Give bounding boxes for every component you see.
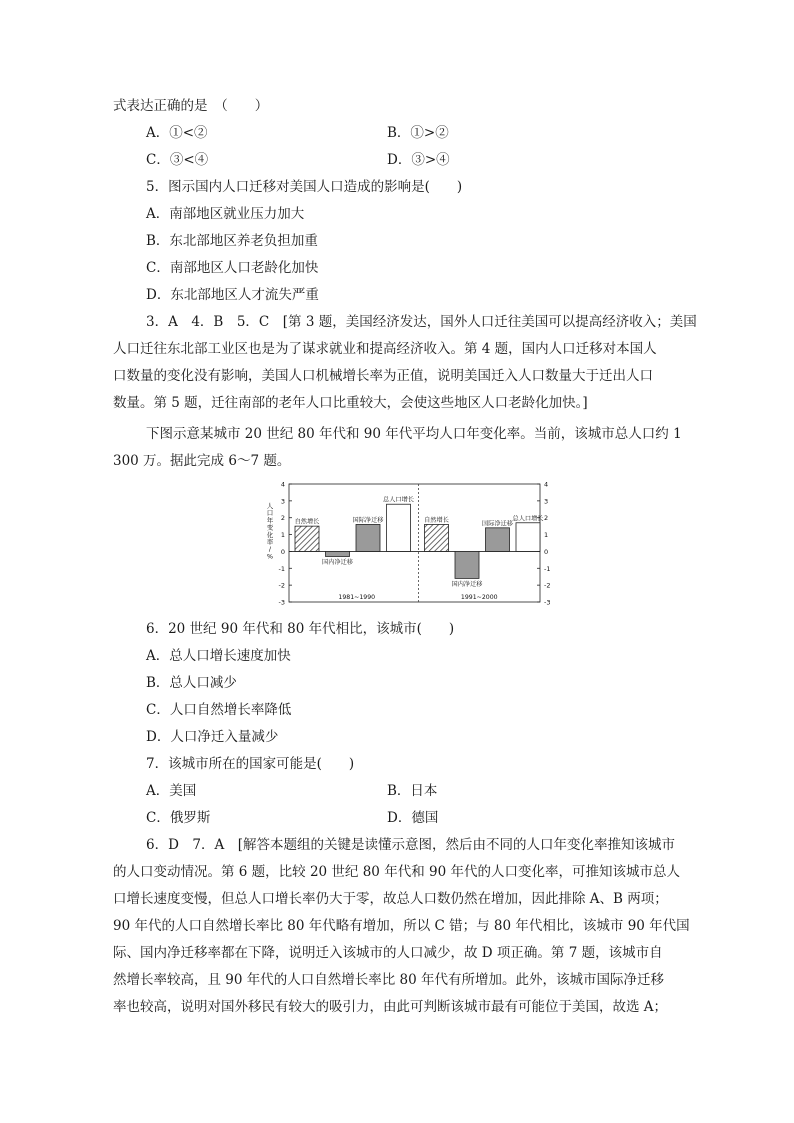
q6-option-c: C．人口自然增长率降低: [146, 702, 292, 718]
q6-option-a: A．总人口增长速度加快: [146, 648, 291, 664]
y-axis-label: 人口年变化率/ %: [266, 502, 274, 561]
answer-6-7-line: 的人口变动情况。第 6 题，比较 20 世纪 80 年代和 90 年代的人口变化率，可推知该城市总人: [113, 864, 680, 880]
y-tick-label-right: 0: [544, 547, 549, 556]
y-tick-label-left: -1: [278, 564, 285, 573]
bar-label: 国际净迁移: [352, 516, 384, 524]
population-change-chart: [262, 480, 562, 607]
y-tick-label-right: -2: [544, 581, 551, 590]
bar-label: 国内净迁移: [322, 558, 353, 566]
y-tick-label-left: 1: [280, 531, 285, 540]
q5-option-d: D．东北部地区人才流失严重: [146, 287, 319, 303]
answer-6-7-line: 90 年代的人口自然增长率比 80 年代略有增加，所以 C 错；与 80 年代相比，该城市 90 年代国: [113, 918, 690, 934]
y-tick-label-left: -2: [278, 581, 285, 590]
bar-label: 自然增长: [424, 516, 449, 524]
bar: [356, 524, 380, 551]
bar: [516, 523, 540, 552]
y-tick-label-right: -1: [544, 564, 551, 573]
y-tick-label-right: 4: [544, 480, 549, 489]
q4-option-d: D．③>④: [387, 152, 450, 168]
y-tick-label-left: 3: [280, 497, 285, 506]
y-tick-label-left: 0: [280, 547, 285, 556]
q4-stem-tail: 式表达正确的是 （ ）: [113, 98, 269, 114]
bar: [486, 528, 510, 552]
answer-6-7-line: 际、国内净迁移率都在下降，说明迁入该城市的人口减少，故 D 项正确。第 7 题，该城市自: [113, 945, 663, 961]
q5-option-a: A．南部地区就业压力加大: [146, 206, 305, 222]
bar-label: 总人口增长: [383, 496, 414, 504]
answer-6-7-line: 率也较高，说明对国外移民有较大的吸引力，由此可判断该城市最有可能位于美国，故选 A；: [113, 999, 668, 1015]
q6-option-d: D．人口净迁入量减少: [146, 729, 279, 745]
bar: [425, 524, 449, 551]
q6-option-b: B．总人口减少: [146, 675, 237, 691]
q4-option-c: C．③<④: [146, 152, 209, 168]
intro-line: 300 万。据此完成 6～7 题。: [113, 453, 291, 469]
bar-label: 自然增长: [294, 518, 320, 526]
q7-option-d: D．德国: [387, 810, 439, 826]
bar: [326, 551, 350, 556]
y-tick-label-right: 2: [544, 514, 549, 523]
q5-option-b: B．东北部地区养老负担加重: [146, 233, 318, 249]
answer-6-7-line: 口增长速度变慢，但总人口增长率仍大于零，故总人口数仍然在增加，因此排除 A、B 两项；: [113, 891, 668, 907]
q7-option-c: C．俄罗斯: [146, 810, 211, 826]
q4-option-a: A．①<②: [146, 125, 208, 141]
y-tick-label-right: 1: [544, 531, 549, 540]
y-tick-label-right: -3: [544, 598, 551, 607]
q7-stem: 7．该城市所在的国家可能是( ): [146, 756, 355, 772]
answer-3-5-line: 口数量的变化没有影响，美国人口机械增长率为正值，说明美国迁入人口数量大于迁出人口: [113, 368, 653, 384]
answer-6-7-line: 然增长率较高，且 90 年代的人口自然增长率比 80 年代有所增加。此外，该城市国际净迁移: [113, 972, 665, 988]
period-label: 1991~2000: [460, 594, 498, 601]
intro-line: 下图示意某城市 20 世纪 80 年代和 90 年代平均人口年变化率。当前，该城市总人口约 1: [146, 426, 682, 442]
q6-stem: 6．20 世纪 90 年代和 80 年代相比，该城市( ): [146, 621, 455, 637]
y-tick-label-left: 4: [280, 480, 285, 489]
y-tick-label-left: 2: [280, 514, 285, 523]
bar-label: 国内净迁移: [451, 580, 483, 588]
bar: [295, 526, 319, 551]
q5-option-c: C．南部地区人口老龄化加快: [146, 260, 319, 276]
bar-label: 总人口增长: [512, 515, 544, 523]
bar: [387, 504, 411, 551]
answer-3-5-line: 3．A 4．B 5．C [第 3 题，美国经济发达，国外人口迁往美国可以提高经济收入；美国: [146, 314, 697, 330]
y-tick-label-right: 3: [544, 497, 549, 506]
q7-option-b: B．日本: [387, 783, 438, 799]
answer-3-5-line: 人口迁往东北部工业区也是为了谋求就业和提高经济收入。第 4 题，国内人口迁移对本国人: [113, 341, 657, 357]
answer-6-7-line: 6．D 7．A [解答本题组的关键是读懂示意图，然后由不同的人口年变化率推知该城市: [146, 837, 676, 853]
q7-option-a: A．美国: [146, 783, 197, 799]
y-tick-label-left: -3: [278, 598, 285, 607]
bar: [455, 551, 479, 578]
period-label: 1981~1990: [338, 594, 376, 601]
bar-label: 国际净迁移: [482, 520, 513, 528]
q4-option-b: B．①>②: [387, 125, 449, 141]
q5-stem: 5．图示国内人口迁移对美国人口造成的影响是( ): [146, 179, 463, 195]
answer-3-5-line: 数量。第 5 题，迁往南部的老年人口比重较大，会使这些地区人口老龄化加快。]: [113, 395, 588, 411]
